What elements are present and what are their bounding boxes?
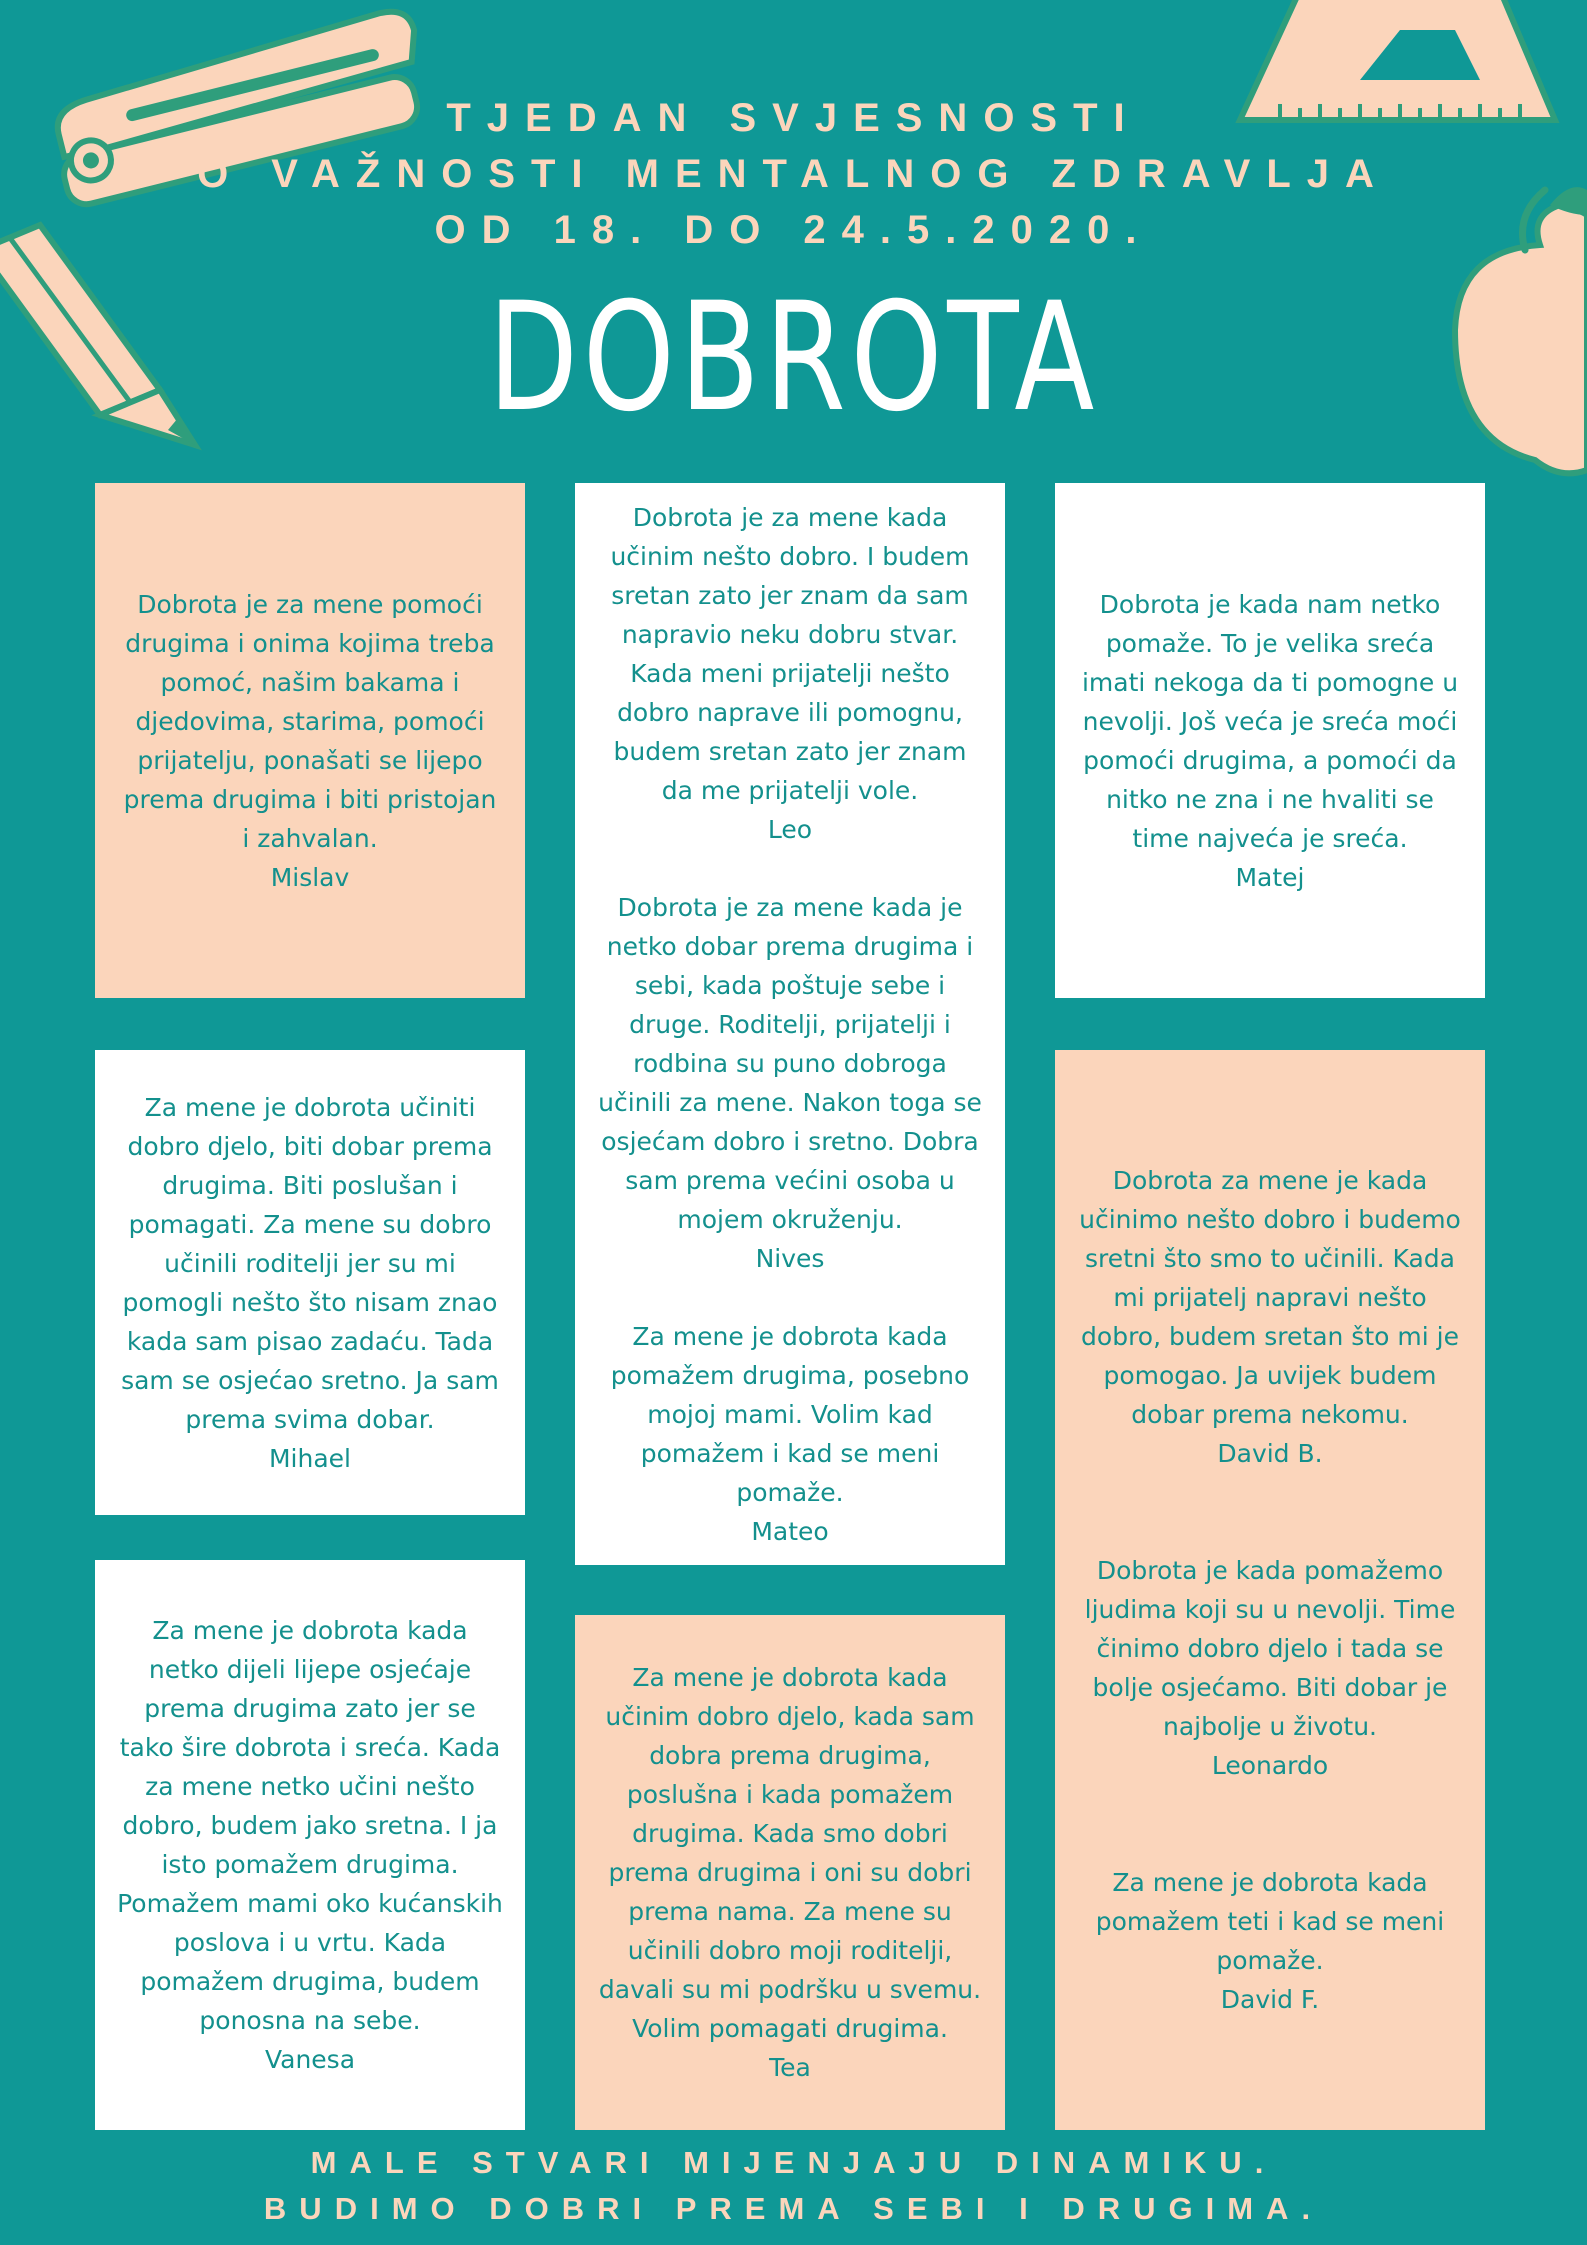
entry-matej xyxy=(1077,585,1463,897)
entry-text: Dobrota za mene je kada učinimo nešto dobro i budemo sretni što smo to učinili. Kada mi prijatelj napravi nešto dobro, budem sretan što mi je pomogao. Ja uvijek budem dobar prema nekomu. xyxy=(1079,1166,1461,1429)
entry-vanesa xyxy=(117,1611,503,2079)
footer-line-2: BUDIMO DOBRI PREMA SEBI I DRUGIMA. xyxy=(263,2191,1324,2226)
entry-nives xyxy=(597,888,983,1278)
entry-author: Tea xyxy=(769,2053,811,2082)
entry-author: Nives xyxy=(755,1243,825,1273)
entry-author: Leonardo xyxy=(1211,1751,1329,1780)
header xyxy=(0,90,1587,258)
pencil-icon xyxy=(0,225,195,445)
entry-david-b xyxy=(1077,1161,1463,1473)
card-matej xyxy=(1055,483,1485,998)
entry-author: David F. xyxy=(1220,1985,1320,2014)
entry-text: Dobrota je kada nam netko pomaže. To je velika sreća imati nekoga da ti pomogne u nevolji. Još veća je sreća moći pomoći drugima, a pomoći da nitko ne zna i ne hvaliti se time najveća je sreća. xyxy=(1081,589,1459,853)
entry-text: Dobrota je za mene pomoći drugima i onima kojima treba pomoć, našim bakama i djedovima, starima, pomoći prijatelju, ponašati se lijepo prema drugima i biti pristojan i zahvalan. xyxy=(123,589,497,853)
entry-text: Dobrota je za mene kada učinim nešto dobro. I budem sretan zato jer znam da sam napravio neku dobru stvar. Kada meni prijatelji nešto dobro naprave ili pomognu, budem sretan zato jer znam da me prijatelji vole. xyxy=(610,502,970,805)
card-leo-nives-mateo xyxy=(575,483,1005,1565)
card-davidb-leonardo-davidf xyxy=(1055,1050,1485,2130)
entry-mateo xyxy=(597,1317,983,1551)
footer xyxy=(0,2140,1587,2232)
entry-author: Mislav xyxy=(270,862,350,892)
page-title: DOBROTA xyxy=(487,271,1100,445)
entry-tea xyxy=(597,1658,983,2087)
entry-mislav xyxy=(117,585,503,897)
entry-text: Dobrota je kada pomažemo ljudima koji su u nevolji. Time činimo dobro djelo i tada se bolje osjećamo. Biti dobar je najbolje u životu. xyxy=(1084,1556,1456,1741)
entry-author: Vanesa xyxy=(264,2045,356,2074)
entry-author: David B. xyxy=(1217,1439,1323,1468)
header-line-1: TJEDAN SVJESNOSTI xyxy=(446,96,1141,140)
entry-leonardo xyxy=(1077,1551,1463,1785)
entry-mihael xyxy=(117,1088,503,1478)
entry-author: Leo xyxy=(767,814,813,844)
entry-text: Za mene je dobrota kada netko dijeli lijepe osjećaje prema drugima zato jer se tako šire dobrota i sreća. Kada za mene netko učini nešto dobro, budem jako sretna. I ja isto pomažem drugima. Pomažem mami oko kućanskih poslova i u vrtu. Kada pomažem drugima, budem ponosna na sebe. xyxy=(117,1616,503,2035)
header-line-2: O VAŽNOSTI MENTALNOG ZDRAVLJA xyxy=(197,152,1390,196)
entry-text: Za mene je dobrota učiniti dobro djelo, biti dobar prema drugima. Biti poslušan i pomagati. Za mene su dobro učinili roditelji jer su mi pomogli nešto što nisam znao kada sam pisao zadaću. Tada sam se osjećao sretno. Ja sam prema svima dobar. xyxy=(121,1092,499,1434)
card-mihael xyxy=(95,1050,525,1515)
entry-david-f xyxy=(1077,1863,1463,2019)
entry-text: Za mene je dobrota kada učinim dobro djelo, kada sam dobra prema drugima, poslušna i kada pomažem drugima. Kada smo dobri prema drugima i oni su dobri prema nama. Za mene su učinili dobro moji roditelji, davali su mi podršku u svemu. Volim pomagati drugima. xyxy=(598,1663,982,2043)
entry-text: Za mene je dobrota kada pomažem teti i kad se meni pomaže. xyxy=(1095,1868,1445,1975)
card-vanesa xyxy=(95,1560,525,2130)
entry-author: Matej xyxy=(1235,862,1305,892)
header-line-3: OD 18. DO 24.5.2020. xyxy=(434,208,1153,252)
entry-text: Dobrota je za mene kada je netko dobar prema drugima i sebi, kada poštuje sebe i druge. Roditelji, prijatelji i rodbina su puno dobroga učinili za mene. Nakon toga se osjećam dobro i sretno. Dobra sam prema većini osoba u mojem okruženju. xyxy=(598,892,982,1234)
card-mislav xyxy=(95,483,525,998)
entry-text: Za mene je dobrota kada pomažem drugima, posebno mojoj mami. Volim kad pomažem i kad se meni pomaže. xyxy=(610,1321,970,1507)
footer-line-1: MALE STVARI MIJENJAJU DINAMIKU. xyxy=(310,2145,1277,2180)
entry-author: Mateo xyxy=(751,1516,829,1546)
card-tea xyxy=(575,1615,1005,2130)
entry-leo xyxy=(597,498,983,849)
entry-author: Mihael xyxy=(268,1443,351,1473)
